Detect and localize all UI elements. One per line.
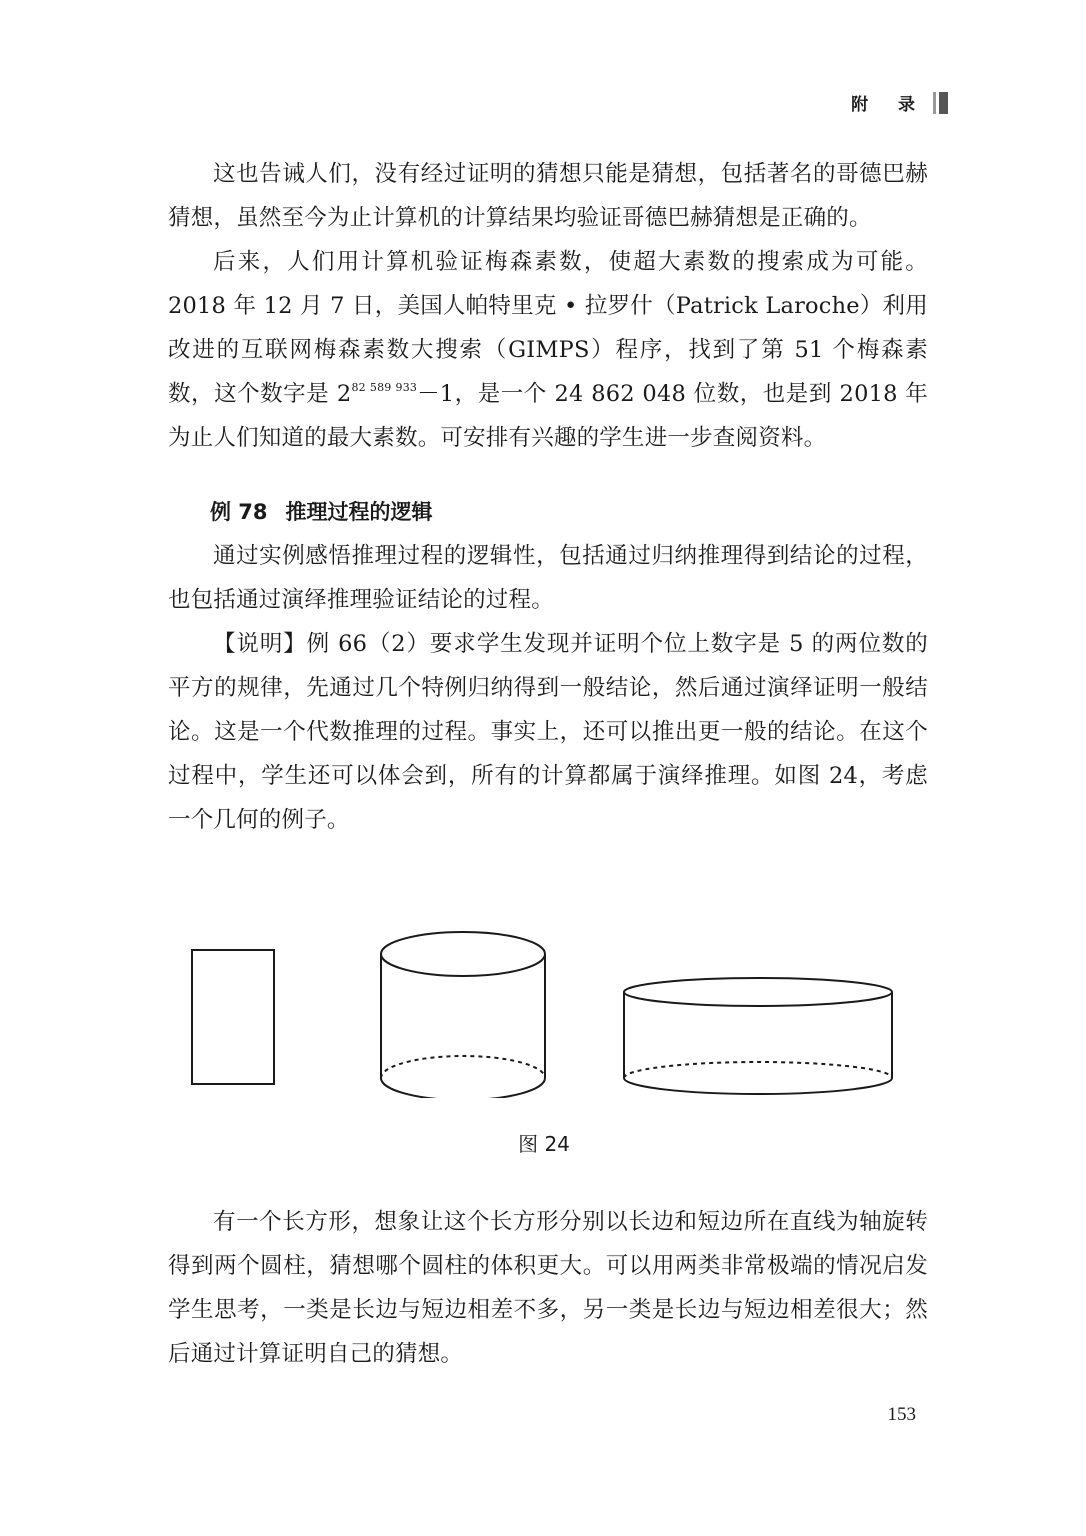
paragraph-3: 通过实例感悟推理过程的逻辑性，包括通过归纳推理得到结论的过程，也包括通过演绎推理验证结论的过程。 [168,543,928,613]
page-number: 153 [887,1404,916,1425]
rectangle-shape [192,950,274,1084]
exponent: 82 589 933 [351,380,418,394]
header-bar-thin [933,92,936,114]
main-text-continued [168,1200,928,1376]
paragraph-2-text-b: －1，是一个 24 862 048 位数，也是到 2018 年为止人们知道的最大素数。可安排有兴趣的学生进一步查阅资料。 [168,381,928,451]
example-number: 例 78 [210,500,268,524]
paragraph-5: 有一个长方形，想象让这个长方形分别以长边和短边所在直线为轴旋转得到两个圆柱，猜想哪个圆柱的体积更大。可以用两类非常极端的情况启发学生思考，一类是长边与短边相差不多，另一类是长边与短边相差很大；然后通过计算证明自己的猜想。 [168,1209,928,1367]
figure-24-drawing [180,928,900,1098]
figure-caption: 图 24 [518,1132,570,1156]
paragraph-2-text-a: 后来，人们用计算机验证梅森素数，使超大素数的搜索成为可能。2018 年 12 月 7 日，美国人帕特里克 • 拉罗什（Patrick Laroche）利用改进的互联网梅森素数大搜索（GIMPS）程序，找到了第 51 个梅森素数，这个数字是 2 [168,249,928,407]
running-header [851,90,948,115]
example-heading [168,490,928,534]
main-text [168,152,928,842]
paragraph-1: 这也告诫人们，没有经过证明的猜想只能是猜想，包括著名的哥德巴赫猜想，虽然至今为止计算机的计算结果均验证哥德巴赫猜想是正确的。 [168,161,928,231]
header-bar-thick [939,92,948,114]
tall-cylinder [381,932,545,1098]
paragraph-4: 【说明】例 66（2）要求学生发现并证明个位上数字是 5 的两位数的平方的规律，先通过几个特例归纳得到一般结论，然后通过演绎证明一般结论。这是一个代数推理的过程。事实上，还可以推出更一般的结论。在这个过程中，学生还可以体会到，所有的计算都属于演绎推理。如图 24，考虑一个几何的例子。 [168,631,928,833]
example-title: 推理过程的逻辑 [285,500,433,524]
section-title: 附 录 [851,95,927,115]
paragraph-2 [168,240,928,460]
wide-cylinder [624,978,892,1094]
